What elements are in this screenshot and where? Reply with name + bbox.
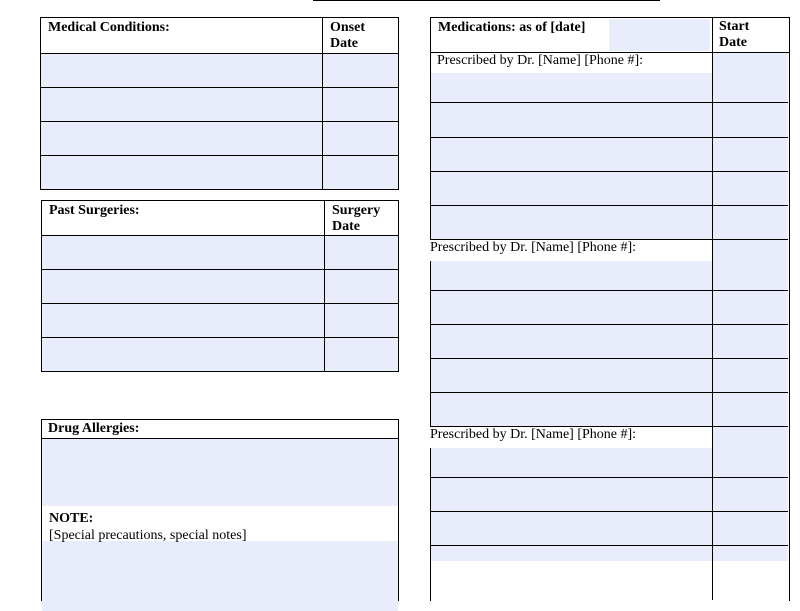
surgery-date-field[interactable] bbox=[325, 236, 399, 270]
surgery-date-field[interactable] bbox=[325, 270, 399, 304]
start-date-field[interactable] bbox=[713, 172, 788, 205]
start-date-field[interactable] bbox=[713, 478, 788, 511]
start-date-header bbox=[713, 18, 789, 53]
medication-field[interactable] bbox=[431, 512, 712, 545]
note-title: NOTE: bbox=[49, 511, 94, 526]
prescribed-by-text: Prescribed by Dr. [Name] [Phone #]: bbox=[430, 427, 637, 442]
medication-field[interactable] bbox=[431, 478, 712, 511]
onset-date-field[interactable] bbox=[323, 122, 399, 156]
start-date-field[interactable] bbox=[713, 546, 788, 561]
start-date-field[interactable] bbox=[713, 103, 788, 137]
condition-field[interactable] bbox=[41, 122, 323, 156]
start-date-field[interactable] bbox=[713, 291, 788, 324]
medications-column-divider bbox=[712, 17, 713, 600]
onset-date-field[interactable] bbox=[323, 54, 399, 88]
medication-field[interactable] bbox=[431, 103, 712, 137]
start-date-field[interactable] bbox=[713, 138, 788, 171]
surgery-field[interactable] bbox=[42, 304, 325, 338]
medication-field[interactable] bbox=[431, 138, 712, 171]
note-section bbox=[42, 506, 398, 541]
past-surgeries-title: Past Surgeries: bbox=[49, 203, 140, 218]
condition-field[interactable] bbox=[41, 88, 323, 122]
note-field[interactable] bbox=[42, 541, 398, 611]
surgery-date-field[interactable] bbox=[325, 338, 399, 372]
drug-allergies-field[interactable] bbox=[42, 439, 398, 506]
medication-field[interactable] bbox=[431, 359, 712, 392]
note-text: [Special precautions, special notes] bbox=[49, 528, 247, 543]
medication-field[interactable] bbox=[431, 448, 712, 477]
surgery-field[interactable] bbox=[42, 338, 325, 372]
medications-left-column bbox=[431, 53, 712, 561]
surgery-date-label: Surgery Date bbox=[332, 203, 381, 234]
condition-field[interactable] bbox=[41, 156, 323, 190]
medication-field[interactable] bbox=[431, 73, 712, 102]
start-date-field[interactable] bbox=[713, 359, 788, 392]
start-date-field[interactable] bbox=[713, 240, 788, 290]
medication-field[interactable] bbox=[431, 325, 712, 358]
past-surgeries-header bbox=[42, 201, 325, 236]
medication-field[interactable] bbox=[431, 393, 712, 426]
condition-field[interactable] bbox=[41, 54, 323, 88]
medications-title: Medications: as of [date] bbox=[438, 20, 586, 35]
onset-date-field[interactable] bbox=[323, 156, 399, 190]
surgery-field[interactable] bbox=[42, 270, 325, 304]
prescribed-by-label bbox=[430, 240, 712, 261]
drug-allergies-title: Drug Allergies: bbox=[48, 421, 140, 436]
start-date-field[interactable] bbox=[713, 206, 788, 239]
medication-field[interactable] bbox=[431, 546, 712, 561]
drug-allergies-header bbox=[42, 420, 398, 439]
medications-header bbox=[431, 18, 712, 53]
medical-conditions-table bbox=[40, 17, 399, 190]
prescribed-by-text: Prescribed by Dr. [Name] [Phone #]: bbox=[437, 53, 644, 68]
signature-line bbox=[313, 0, 660, 1]
onset-date-field[interactable] bbox=[323, 88, 399, 122]
onset-date-header bbox=[323, 18, 399, 54]
past-surgeries-table bbox=[41, 200, 399, 372]
start-date-field[interactable] bbox=[713, 325, 788, 358]
medication-field[interactable] bbox=[431, 291, 712, 324]
medication-field[interactable] bbox=[431, 172, 712, 205]
prescribed-by-label bbox=[430, 427, 712, 448]
surgery-field[interactable] bbox=[42, 236, 325, 270]
start-date-field[interactable] bbox=[713, 512, 788, 545]
start-date-field[interactable] bbox=[713, 427, 788, 477]
start-date-field[interactable] bbox=[713, 53, 788, 102]
medical-conditions-title: Medical Conditions: bbox=[48, 20, 170, 35]
start-date-label: Start Date bbox=[719, 19, 750, 50]
prescribed-by-label bbox=[431, 53, 712, 73]
prescribed-by-text: Prescribed by Dr. [Name] [Phone #]: bbox=[430, 240, 637, 255]
surgery-date-header bbox=[325, 201, 399, 236]
medication-field[interactable] bbox=[431, 261, 712, 290]
drug-allergies-box bbox=[41, 419, 399, 601]
medications-header-divider bbox=[430, 52, 789, 53]
start-date-column bbox=[713, 53, 788, 561]
medications-date-field[interactable] bbox=[609, 19, 710, 51]
onset-date-label: Onset Date bbox=[330, 20, 365, 51]
start-date-field[interactable] bbox=[713, 393, 788, 426]
medical-conditions-header bbox=[41, 18, 323, 54]
surgery-date-field[interactable] bbox=[325, 304, 399, 338]
medication-field[interactable] bbox=[431, 206, 712, 239]
